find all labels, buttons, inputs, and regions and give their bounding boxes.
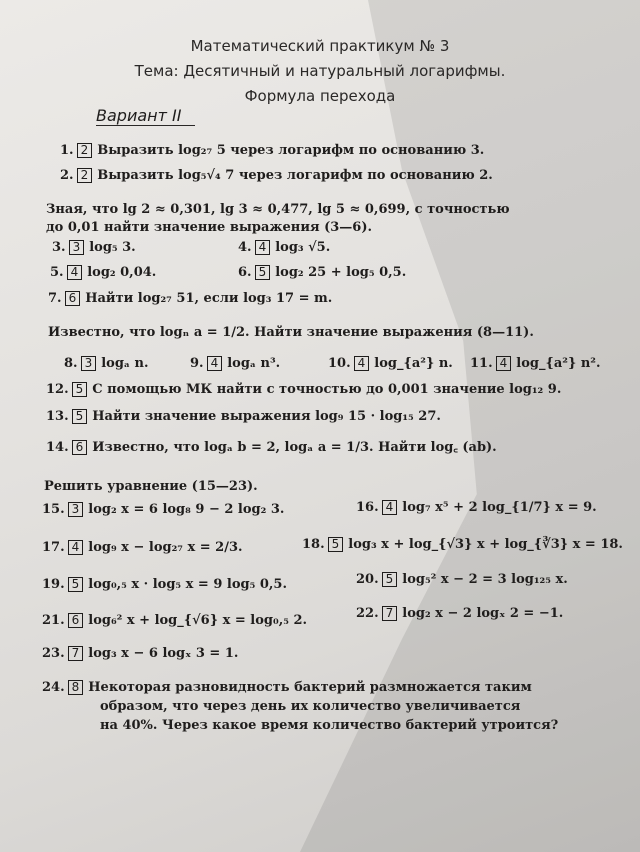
- problem-text: Известно, что logₐ b = 2, logₐ a = 1/3. Найти log꜀ (ab).: [92, 440, 497, 455]
- header-line-2: Тема: Десятичный и натуральный логарифмы.: [134, 62, 506, 80]
- section-1-intro-line-1: Зная, что lg 2 ≈ 0,301, lg 3 ≈ 0,477, lg 5 ≈ 0,699, с точностью: [46, 202, 510, 217]
- points-box: 5: [72, 409, 88, 424]
- points-box: 3: [69, 240, 85, 255]
- section-2-intro: Известно, что logₙ a = 1/2. Найти значение выражения (8—11).: [48, 325, 534, 340]
- header-line-1: Математический практикум № 3: [190, 37, 450, 55]
- points-box: 5: [328, 537, 344, 552]
- points-box: 7: [382, 606, 398, 621]
- problem-text: Найти log₂₇ 51, если log₃ 17 = m.: [85, 291, 333, 306]
- problem-24-line-2: образом, что через день их количество увеличивается: [100, 699, 521, 714]
- problem-12: 12. 5 С помощью МК найти с точностью до 0,001 значение log₁₂ 9.: [46, 382, 562, 397]
- problem-text: log₇ x⁵ + 2 log_{1/7} x = 9.: [402, 500, 597, 515]
- problem-23: 23. 7 log₃ x − 6 logₓ 3 = 1.: [42, 646, 239, 661]
- section-1-intro-line-2: до 0,01 найти значение выражения (3—6).: [46, 220, 373, 235]
- problem-text: logₐ n³.: [227, 356, 281, 371]
- problem-text: log₆² x + log_{√6} x = log₀,₅ 2.: [88, 613, 308, 628]
- problem-text: log₂ 25 + log₅ 0,5.: [275, 265, 407, 280]
- points-box: 7: [68, 646, 84, 661]
- points-box: 5: [382, 572, 398, 587]
- points-box: 5: [72, 382, 88, 397]
- points-box: 4: [207, 356, 223, 371]
- problem-6: 6. 5 log₂ 25 + log₅ 0,5.: [238, 265, 407, 280]
- points-box: 4: [354, 356, 370, 371]
- points-box: 2: [77, 168, 93, 183]
- problem-text: log₉ x − log₂₇ x = 2/3.: [88, 540, 243, 555]
- points-box: 4: [67, 265, 83, 280]
- problem-7: 7. 6 Найти log₂₇ 51, если log₃ 17 = m.: [48, 291, 333, 306]
- problem-text: С помощью МК найти с точностью до 0,001 значение log₁₂ 9.: [92, 382, 562, 397]
- problem-text: log₃ x + log_{√3} x + log_{∛3} x = 18.: [348, 537, 623, 552]
- points-box: 5: [255, 265, 271, 280]
- problem-19: 19. 5 log₀,₅ x · log₅ x = 9 log₅ 0,5.: [42, 577, 287, 592]
- problem-5: 5. 4 log₂ 0,04.: [50, 265, 157, 280]
- points-box: 4: [255, 240, 271, 255]
- section-3-intro: Решить уравнение (15—23).: [44, 479, 258, 494]
- problem-14: 14. 6 Известно, что logₐ b = 2, logₐ a = 1/3. Найти log꜀ (ab).: [46, 440, 497, 455]
- problem-20: 20. 5 log₅² x − 2 = 3 log₁₂₅ x.: [356, 572, 568, 587]
- problem-text: log₀,₅ x · log₅ x = 9 log₅ 0,5.: [88, 577, 287, 592]
- problem-2: 2. 2 Выразить log₅√₄ 7 через логарифм по основанию 2.: [60, 168, 493, 183]
- problem-text: log_{a²} n.: [374, 356, 453, 371]
- problem-9: 9. 4 logₐ n³.: [190, 356, 281, 371]
- problem-text: log₃ √5.: [275, 240, 331, 255]
- problem-text: Выразить log₂₇ 5 через логарифм по основанию 3.: [97, 143, 485, 158]
- problem-text: log_{a²} n².: [516, 356, 601, 371]
- points-box: 4: [382, 500, 398, 515]
- problem-18: 18. 5 log₃ x + log_{√3} x + log_{∛3} x = 18.: [302, 537, 623, 552]
- problem-3: 3. 3 log₅ 3.: [52, 240, 136, 255]
- problem-text: Выразить log₅√₄ 7 через логарифм по основанию 2.: [97, 168, 493, 183]
- problem-text: Найти значение выражения log₉ 15 · log₁₅ 27.: [92, 409, 441, 424]
- variant-title: Вариант II: [96, 106, 195, 126]
- problem-text: log₅ 3.: [89, 240, 136, 255]
- header-line-3: Формула перехода: [244, 87, 396, 105]
- problem-24: 24. 8 Некоторая разновидность бактерий размножается таким: [42, 680, 532, 695]
- problem-text: logₐ n.: [101, 356, 149, 371]
- problem-text: log₂ x − 2 logₓ 2 = −1.: [402, 606, 564, 621]
- points-box: 8: [68, 680, 84, 695]
- problem-text: log₂ 0,04.: [87, 265, 157, 280]
- problem-11: 11. 4 log_{a²} n².: [470, 356, 601, 371]
- problem-22: 22. 7 log₂ x − 2 logₓ 2 = −1.: [356, 606, 564, 621]
- problem-16: 16. 4 log₇ x⁵ + 2 log_{1/7} x = 9.: [356, 500, 597, 515]
- problem-text-line-1: Некоторая разновидность бактерий размножается таким: [88, 680, 532, 695]
- points-box: 3: [68, 502, 84, 517]
- points-box: 5: [68, 577, 84, 592]
- points-box: 6: [72, 440, 88, 455]
- problem-8: 8. 3 logₐ n.: [64, 356, 149, 371]
- problem-21: 21. 6 log₆² x + log_{√6} x = log₀,₅ 2.: [42, 613, 308, 628]
- points-box: 4: [496, 356, 512, 371]
- problem-13: 13. 5 Найти значение выражения log₉ 15 · log₁₅ 27.: [46, 409, 441, 424]
- problem-17: 17. 4 log₉ x − log₂₇ x = 2/3.: [42, 540, 243, 555]
- points-box: 6: [68, 613, 84, 628]
- problem-4: 4. 4 log₃ √5.: [238, 240, 331, 255]
- problem-15: 15. 3 log₂ x = 6 log₈ 9 − 2 log₂ 3.: [42, 502, 285, 517]
- points-box: 2: [77, 143, 93, 158]
- problem-1: 1. 2 Выразить log₂₇ 5 через логарифм по основанию 3.: [60, 143, 485, 158]
- points-box: 4: [68, 540, 84, 555]
- points-box: 3: [81, 356, 97, 371]
- problem-24-line-3: на 40%. Через какое время количество бактерий утроится?: [100, 718, 559, 733]
- problem-10: 10. 4 log_{a²} n.: [328, 356, 453, 371]
- problem-text: log₂ x = 6 log₈ 9 − 2 log₂ 3.: [88, 502, 285, 517]
- problem-text: log₃ x − 6 logₓ 3 = 1.: [88, 646, 239, 661]
- points-box: 6: [65, 291, 81, 306]
- problem-text: log₅² x − 2 = 3 log₁₂₅ x.: [402, 572, 568, 587]
- header: [0, 34, 640, 109]
